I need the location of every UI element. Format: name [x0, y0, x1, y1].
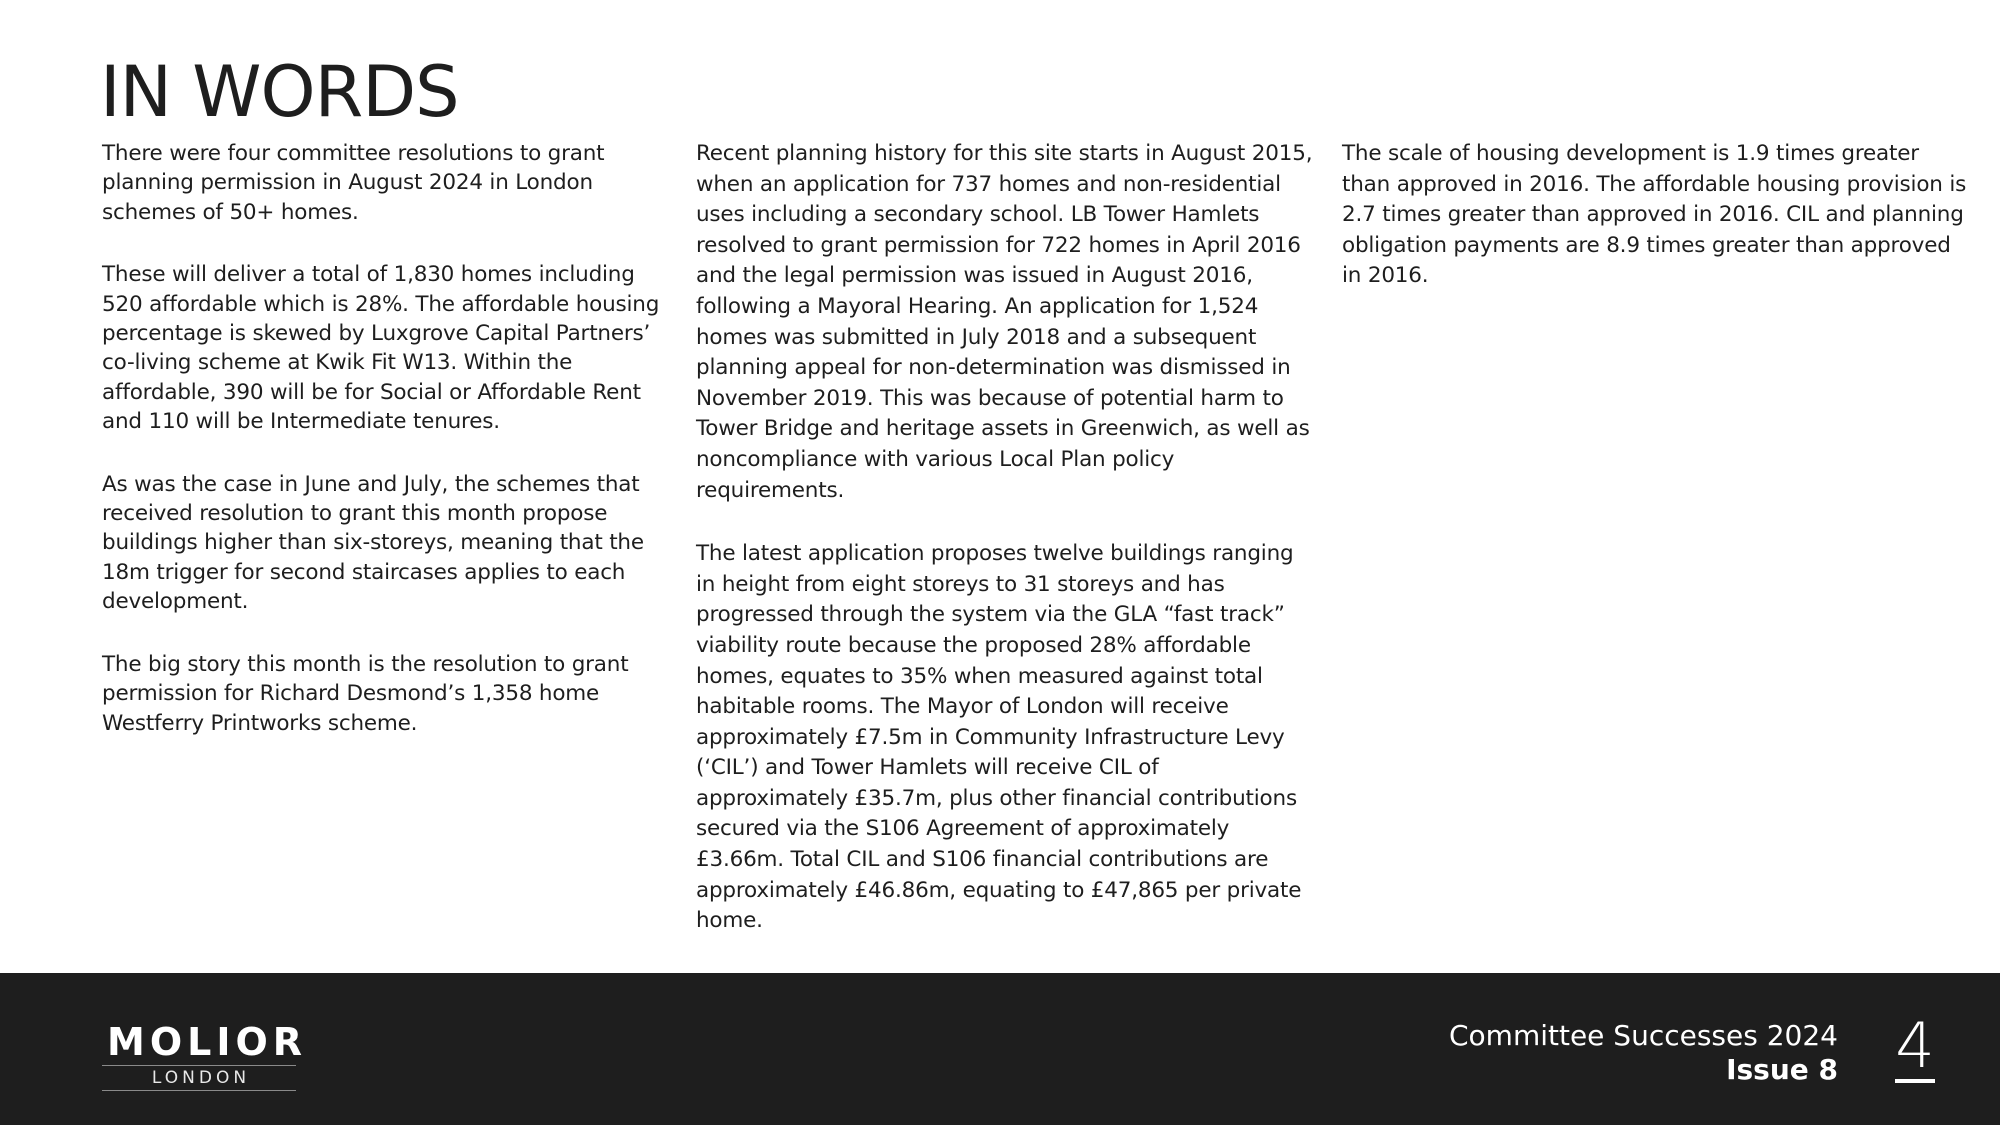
logo-wordmark: MOLIOR	[107, 1020, 308, 1064]
logo-divider-bottom	[102, 1090, 296, 1091]
logo-subtitle: LONDON	[151, 1068, 251, 1088]
publication-title: Committee Successes 2024	[1448, 1019, 1838, 1052]
publication-info	[1449, 1019, 1838, 1087]
page-footer	[0, 973, 2000, 1125]
page-number: 4	[1895, 1009, 1935, 1082]
paragraph: The latest application proposes twelve buildings ranging in height from eight storeys to 31 storeys and has progressed through the system via the GLA “fast track” viability route because the proposed 28% affordable homes, equates to 35% when measured against total habitable rooms. The Mayor of London will receive approximately £7.5m in Community Infrastructure Levy (‘CIL’) and Tower Hamlets will receive CIL of approximately £35.7m, plus other financial contributions secured via the S106 Agreement of approximately £3.66m. Total CIL and S106 financial contributions are approximately £46.86m, equating to £47,865 per private home.	[696, 541, 1302, 934]
paragraph: There were four committee resolutions to grant planning permission in August 2024 in London schemes of 50+ homes.	[102, 141, 605, 225]
paragraph: These will deliver a total of 1,830 homes including 520 affordable which is 28%. The affordable housing percentage is skewed by Luxgrove Capital Partners’ co-living scheme at Kwik Fit W13. Within the affordable, 390 will be for Social or Affordable Rent and 110 will be Intermediate tenures.	[102, 262, 660, 435]
text-column-1	[102, 139, 662, 771]
page-title: IN WORDS	[100, 51, 459, 133]
molior-london-logo	[102, 1020, 308, 1091]
paragraph: The big story this month is the resolution to grant permission for Richard Desmond’s 1,358 home Westferry Printworks scheme.	[102, 651, 629, 736]
paragraph: Recent planning history for this site starts in August 2015, when an application for 737 homes and non-residential uses including a secondary school. LB Tower Hamlets resolved to grant permission for 722 homes in April 2016 and the legal permission was issued in August 2016, following a Mayoral Hearing. An application for 1,524 homes was submitted in July 2018 and a subsequent planning appeal for non-determination was dismissed in November 2019. This was because of potential harm to Tower Bridge and heritage assets in Greenwich, as well as noncompliance with various Local Plan policy requirements.	[696, 141, 1313, 503]
text-column-2	[696, 139, 1316, 970]
text-column-3	[1342, 139, 1972, 325]
issue-number: Issue 8	[1726, 1053, 1838, 1086]
paragraph: As was the case in June and July, the schemes that received resolution to grant this month propose buildings higher than six-storeys, meaning that the 18m trigger for second staircases applies to each development.	[102, 471, 644, 615]
paragraph: The scale of housing development is 1.9 times greater than approved in 2016. The affordable housing provision is 2.7 times greater than approved in 2016. CIL and planning obligation payments are 8.9 times greater than approved in 2016.	[1342, 141, 1967, 289]
